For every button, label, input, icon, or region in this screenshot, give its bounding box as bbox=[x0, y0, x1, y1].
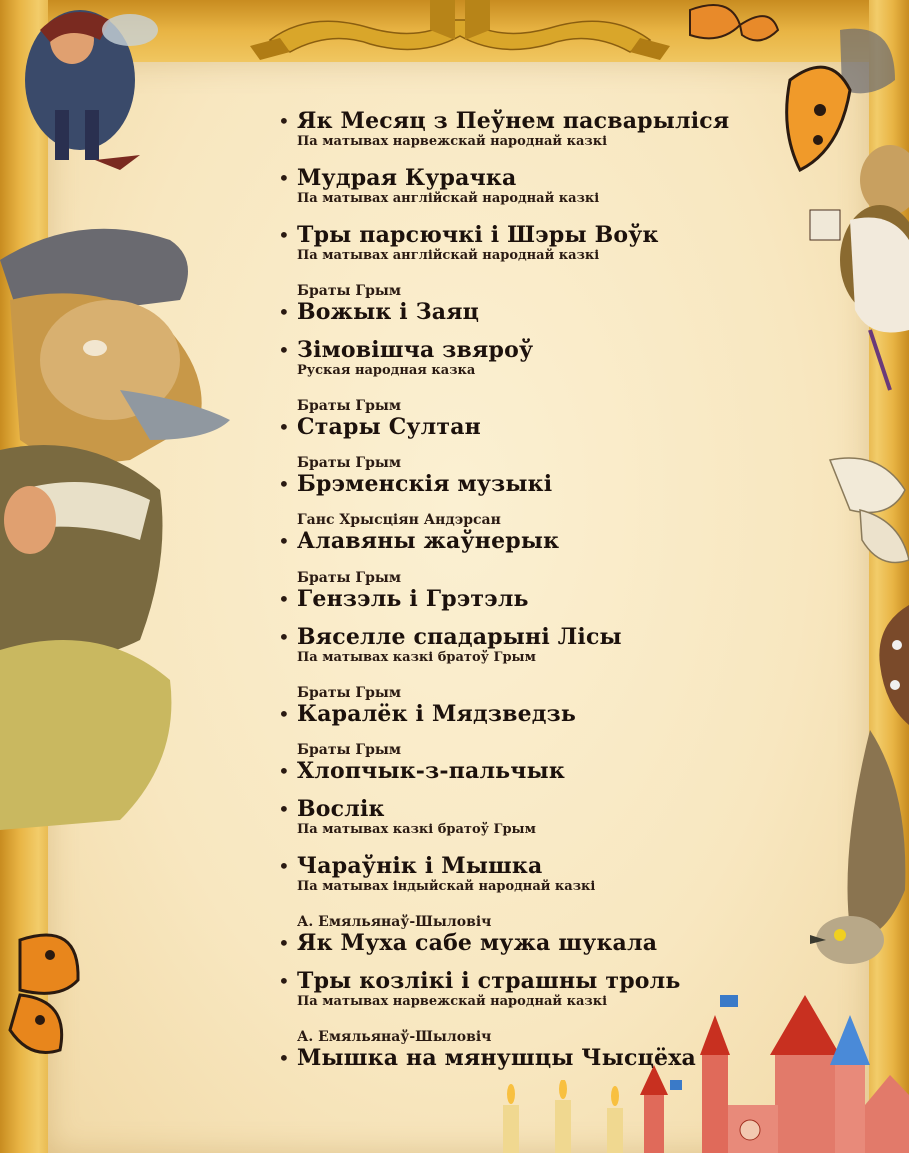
toc-entry bbox=[278, 853, 595, 895]
ribbon-banner-icon bbox=[250, 0, 670, 70]
toc-entry bbox=[278, 1029, 696, 1071]
toc-entry-title-line bbox=[278, 853, 595, 879]
bullet-icon: • bbox=[278, 931, 290, 955]
toc-entry-title-line bbox=[278, 528, 559, 554]
butterfly-icon bbox=[680, 0, 780, 50]
toc-entry-title-line bbox=[278, 471, 552, 497]
bullet-icon: • bbox=[278, 587, 290, 611]
toc-entry-title-line bbox=[278, 222, 659, 248]
toc-entry-title-line bbox=[278, 930, 657, 956]
rat-character-illustration bbox=[0, 200, 240, 860]
toc-entry-title-line bbox=[278, 968, 681, 994]
toc-entry-title: Брэменскія музыкі bbox=[297, 471, 553, 497]
toc-entry-subtitle: Па матывах казкі братоў Грым bbox=[297, 650, 536, 665]
bullet-icon: • bbox=[278, 702, 290, 726]
toc-entry-title: Чараўнік і Мышка bbox=[297, 853, 543, 879]
toc-entry bbox=[278, 570, 529, 612]
bullet-icon: • bbox=[278, 854, 290, 878]
toc-entry-title-line bbox=[278, 165, 599, 191]
bullet-icon: • bbox=[278, 625, 290, 649]
toc-entry-author: Браты Грым bbox=[297, 685, 402, 701]
bullet-icon: • bbox=[278, 969, 290, 993]
toc-entry-title: Як Муха сабе мужа шукала bbox=[297, 930, 658, 956]
toc-entry-title-line bbox=[278, 796, 536, 822]
toc-entry bbox=[278, 742, 565, 784]
bullet-icon: • bbox=[278, 415, 290, 439]
toc-entry bbox=[278, 283, 479, 325]
bullet-icon: • bbox=[278, 338, 290, 362]
toc-entry bbox=[278, 165, 599, 207]
toc-entry bbox=[278, 624, 622, 666]
toc-entry bbox=[278, 337, 533, 379]
bullet-icon: • bbox=[278, 166, 290, 190]
toc-entry bbox=[278, 685, 576, 727]
toc-entry-author: Браты Грым bbox=[297, 283, 402, 299]
moth-icon bbox=[820, 450, 909, 570]
owl-icon bbox=[810, 730, 909, 1030]
toc-entry bbox=[278, 108, 729, 150]
toc-entry-title-line bbox=[278, 337, 533, 363]
bullet-icon: • bbox=[278, 759, 290, 783]
toc-entry-author: Браты Грым bbox=[297, 742, 402, 758]
toc-entry-title: Вяселле спадарыні Лісы bbox=[297, 624, 622, 650]
toc-entry-title: Зімовішча звяроў bbox=[297, 337, 534, 363]
toc-entry-title-line bbox=[278, 299, 479, 325]
toc-entry-title: Гензэль і Грэтэль bbox=[297, 586, 529, 612]
toc-entry-subtitle: Па матывах нарвежскай народнай казкі bbox=[297, 994, 608, 1009]
toc-entry-author: А. Емяльянаў-Шыловіч bbox=[297, 1029, 492, 1045]
toc-entry-author: А. Емяльянаў-Шыловіч bbox=[297, 914, 492, 930]
toc-entry-author: Браты Грым bbox=[297, 398, 402, 414]
toc-entry-title: Мудрая Курачка bbox=[297, 165, 517, 191]
toc-entry bbox=[278, 968, 681, 1010]
bullet-icon: • bbox=[278, 797, 290, 821]
toc-entry-title: Каралёк і Мядзведзь bbox=[297, 701, 577, 727]
toc-entry-title: Мышка на мянушцы Чысцёха bbox=[297, 1045, 696, 1071]
toc-entry bbox=[278, 398, 481, 440]
toc-entry-title-line bbox=[278, 108, 729, 134]
toc-entry-subtitle: Па матывах англійскай народнай казкі bbox=[297, 191, 600, 206]
jester-illustration bbox=[0, 0, 160, 180]
toc-entry-subtitle: Руская народная казка bbox=[297, 363, 476, 378]
toc-entry-title-line bbox=[278, 701, 576, 727]
boy-character-illustration bbox=[800, 130, 909, 400]
bullet-icon: • bbox=[278, 472, 290, 496]
toc-entry-title: Як Месяц з Пеўнем пасварыліся bbox=[297, 108, 730, 134]
castle-icon bbox=[640, 995, 909, 1153]
toc-entry bbox=[278, 512, 559, 554]
toc-entry-title: Тры парсючкі і Шэры Воўк bbox=[297, 222, 659, 248]
bullet-icon: • bbox=[278, 223, 290, 247]
toc-entry-author: Браты Грым bbox=[297, 570, 402, 586]
toc-entry-subtitle: Па матывах казкі братоў Грым bbox=[297, 822, 536, 837]
toc-entry-author: Браты Грым bbox=[297, 455, 402, 471]
toc-entry-author: Ганс Хрысціян Андэрсан bbox=[297, 512, 501, 528]
toc-entry bbox=[278, 222, 659, 264]
toc-entry-title: Стары Султан bbox=[297, 414, 481, 440]
toc-entry bbox=[278, 455, 552, 497]
toc-entry-title-line bbox=[278, 414, 481, 440]
toc-entry-title: Вожык і Заяц bbox=[297, 299, 480, 325]
bullet-icon: • bbox=[278, 109, 290, 133]
toc-entry-title: Хлопчык-з-пальчык bbox=[297, 758, 565, 784]
toc-entry-title: Алавяны жаўнерык bbox=[297, 528, 560, 554]
toc-entry-title: Тры козлікі і страшны троль bbox=[297, 968, 681, 994]
toc-entry-subtitle: Па матывах англійскай народнай казкі bbox=[297, 248, 600, 263]
toc-entry-title-line bbox=[278, 586, 529, 612]
toc-entry-subtitle: Па матывах нарвежскай народнай казкі bbox=[297, 134, 608, 149]
toc-entry-title-line bbox=[278, 624, 622, 650]
bullet-icon: • bbox=[278, 529, 290, 553]
butterfly-icon bbox=[875, 605, 909, 725]
butterfly-icon bbox=[0, 920, 90, 1060]
bullet-icon: • bbox=[278, 1046, 290, 1070]
toc-entry-title-line bbox=[278, 758, 565, 784]
bullet-icon: • bbox=[278, 300, 290, 324]
toc-entry-subtitle: Па матывах індыйскай народнай казкі bbox=[297, 879, 596, 894]
toc-entry bbox=[278, 796, 536, 838]
toc-entry-title-line bbox=[278, 1045, 696, 1071]
candle-icon bbox=[495, 1080, 635, 1153]
toc-entry-title: Вослік bbox=[297, 796, 385, 822]
toc-entry bbox=[278, 914, 657, 956]
